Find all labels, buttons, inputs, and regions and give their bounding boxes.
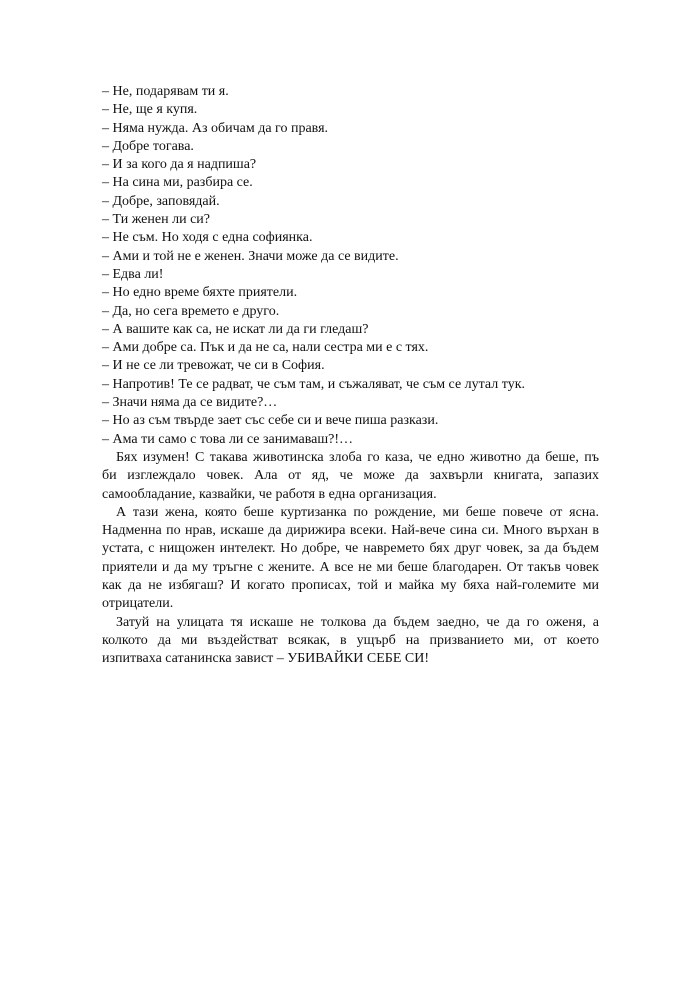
dialogue-line: – Напротив! Те се радват, че съм там, и съжаляват, че съм се лутал тук. [102,376,525,392]
document-body [102,83,599,669]
dialogue-line: – Добре, заповядай. [102,193,220,209]
narrative-paragraph [102,504,599,614]
dialogue-line: – Но едно време бяхте приятели. [102,285,298,301]
dialogue-line: – Не, подарявам ти я. [102,84,229,99]
dialogue-line: – Не съм. Но ходя с една софиянка. [102,230,313,246]
dialogue-line: – Не, ще я купя. [102,102,198,118]
dialogue-line: – Добре тогава. [102,138,194,154]
dialogue-line: – Значи няма да се видите?… [102,395,278,411]
dialogue-line: – А вашите как са, не искат ли да ги гледаш? [102,321,369,337]
dialogue-line: – Ти женен ли си? [102,212,210,228]
dialogue-line: – На сина ми, разбира се. [102,175,253,191]
dialogue-line: – Едва ли! [102,266,164,282]
paragraph-line: би изглеждало човек. Ала от яд, че може да захвърли книгата, запазих [102,468,599,484]
paragraph-line: Затуй на улицата тя искаше не толкова да бъдем заедно, че да го оженя, а [116,614,599,630]
dialogue-line: – Ама ти само с това ли се занимаваш?!… [102,431,354,447]
paragraph-line: А тази жена, която беше куртизанка по рождение, ми беше повече от ясна. [116,504,599,520]
paragraph-line: колкото да ми въздействат всякак, в ущърб на призванието ми, от което [102,632,599,648]
dialogue-line: – Но аз съм твърде зает със себе си и вече пиша разкази. [102,413,439,429]
dialogue-line: – И за кого да я надпиша? [102,157,257,173]
paragraph-line: Бях изумен! С такава животинска злоба го каза, че едно животно да беше, пъ [116,449,599,465]
paragraph-line: Надменна по нрав, искаше да дирижира всеки. Най-вече сина си. Много върхан в [102,523,599,539]
paragraph-line: устата, с нищожен интелект. Но добре, че навремето бях друг човек, за да бъдем [102,541,599,557]
paragraph-line: отрицатели. [102,596,174,612]
dialogue-line: – Да, но сега времето е друго. [102,303,280,319]
paragraph-line: приятели и да му тръгне с жените. А все не ми беше благодарен. От такъв човек [102,559,599,575]
narrative-paragraph [102,449,599,504]
narrative-paragraph [102,614,599,669]
dialogue-block [102,83,599,449]
dialogue-line: – Няма нужда. Аз обичам да го правя. [102,120,329,136]
dialogue-line: – И не се ли тревожат, че си в София. [102,358,325,374]
paragraph-line: как да не избягаш? И когато прописах, той и майка му бяха най-големите ми [102,578,599,594]
dialogue-line: – Ами добре са. Пък и да не са, нали сестра ми е с тях. [102,340,429,356]
dialogue-line: – Ами и той не е женен. Значи може да се видите. [102,248,399,264]
paragraph-line: изпитваха сатанинска завист – УБИВАЙКИ СЕБЕ СИ! [102,651,429,667]
paragraph-line: самообладание, казвайки, че работя в една организация. [102,486,437,502]
